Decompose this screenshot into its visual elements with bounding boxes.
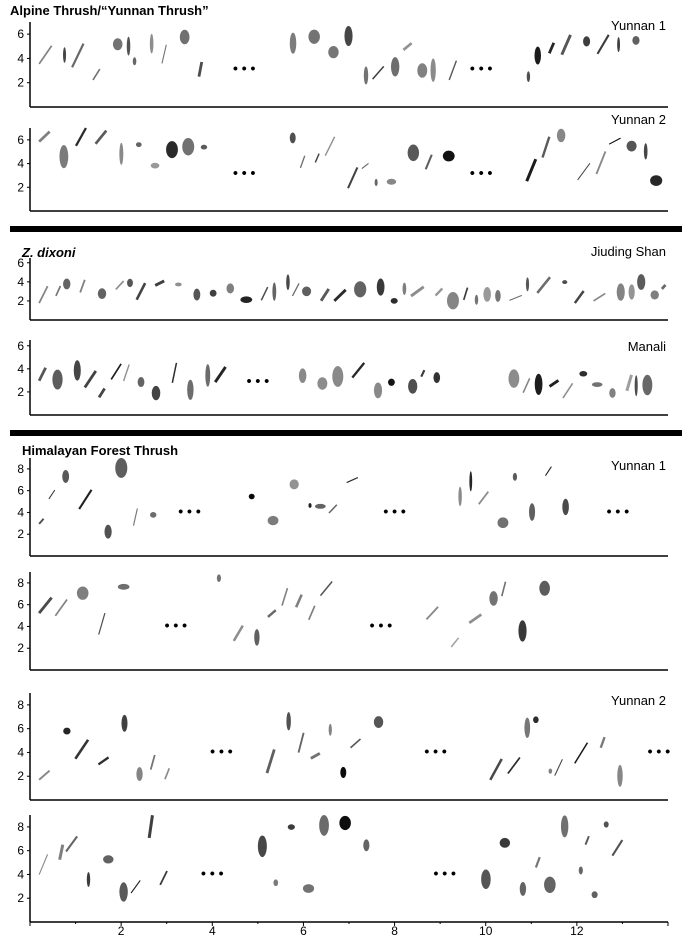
sound-note bbox=[632, 36, 639, 45]
x-tick-label: 8 bbox=[391, 924, 398, 938]
sound-note bbox=[563, 383, 573, 398]
sound-note bbox=[98, 288, 106, 299]
sound-note bbox=[175, 283, 182, 287]
sound-note bbox=[523, 378, 529, 392]
sound-note bbox=[217, 574, 221, 582]
sound-note bbox=[151, 755, 155, 770]
sound-note bbox=[377, 278, 385, 295]
sound-note bbox=[87, 872, 90, 887]
x-tick-label: 4 bbox=[208, 924, 216, 938]
y-tick-label: 4 bbox=[17, 156, 24, 171]
sound-note bbox=[172, 363, 176, 383]
sound-note bbox=[187, 380, 193, 400]
sound-note bbox=[417, 63, 427, 77]
sound-note bbox=[150, 34, 154, 54]
sound-note bbox=[592, 382, 603, 387]
sound-note bbox=[96, 131, 107, 144]
sound-note bbox=[315, 154, 319, 163]
sound-note bbox=[79, 490, 91, 509]
sound-note bbox=[339, 816, 351, 830]
sound-note bbox=[562, 35, 571, 55]
y-tick-label: 6 bbox=[17, 721, 24, 736]
y-tick-label: 6 bbox=[17, 843, 24, 858]
sound-note bbox=[458, 487, 461, 506]
y-tick-label: 8 bbox=[17, 461, 24, 476]
sound-note bbox=[637, 274, 645, 290]
sound-note bbox=[601, 737, 605, 748]
sound-note bbox=[311, 753, 320, 758]
sound-note bbox=[155, 281, 164, 285]
gap-ellipsis: • • • bbox=[210, 742, 233, 759]
sound-note bbox=[426, 155, 432, 170]
sound-note bbox=[387, 179, 397, 185]
sound-note bbox=[502, 582, 506, 597]
section-title-dixoni: Z. dixoni bbox=[22, 245, 76, 260]
sound-note bbox=[451, 638, 458, 647]
sound-note bbox=[136, 767, 142, 781]
y-tick-label: 8 bbox=[17, 575, 24, 590]
sound-note bbox=[115, 458, 127, 478]
sound-note bbox=[286, 712, 291, 730]
sound-note bbox=[561, 815, 568, 837]
sound-note bbox=[578, 163, 590, 180]
sound-note bbox=[650, 175, 662, 186]
sound-note bbox=[133, 508, 137, 525]
sound-note bbox=[509, 295, 521, 300]
sound-note bbox=[149, 815, 152, 838]
sound-note bbox=[594, 293, 606, 301]
sound-note bbox=[391, 57, 399, 76]
sound-note bbox=[579, 371, 587, 377]
sound-note bbox=[240, 296, 252, 303]
sound-note bbox=[329, 505, 337, 513]
sound-note bbox=[408, 379, 417, 394]
gap-ellipsis: • • • bbox=[433, 864, 456, 881]
sound-note bbox=[160, 871, 167, 885]
sound-note bbox=[165, 768, 169, 779]
sound-note bbox=[583, 36, 590, 46]
sound-note bbox=[617, 37, 620, 52]
sound-note bbox=[469, 471, 472, 491]
gap-ellipsis: • • • bbox=[246, 372, 270, 389]
sound-note bbox=[302, 286, 311, 296]
y-tick-label: 6 bbox=[17, 483, 24, 498]
sound-note bbox=[533, 716, 539, 723]
sound-note bbox=[56, 286, 60, 296]
sound-note bbox=[354, 281, 366, 297]
sound-note bbox=[329, 724, 332, 736]
sound-note bbox=[199, 62, 202, 77]
sound-note bbox=[205, 364, 210, 387]
sound-note bbox=[332, 366, 343, 387]
section-divider-1 bbox=[10, 226, 682, 232]
gap-ellipsis: • • • bbox=[647, 742, 671, 759]
gap-ellipsis: • • • bbox=[232, 164, 256, 181]
sound-note bbox=[103, 855, 113, 863]
location-label-p2: Jiuding Shan bbox=[590, 244, 666, 259]
location-label-p6: Yunnan 2 bbox=[611, 693, 666, 708]
sound-note bbox=[292, 283, 299, 295]
sound-note bbox=[548, 768, 552, 773]
sound-note bbox=[113, 38, 123, 50]
sound-note bbox=[49, 490, 55, 499]
sound-note bbox=[99, 388, 105, 397]
sound-note bbox=[59, 145, 68, 168]
sound-note bbox=[534, 47, 540, 65]
sound-note bbox=[325, 137, 334, 156]
section-divider-2 bbox=[10, 430, 682, 436]
sound-note bbox=[152, 386, 161, 400]
sound-note bbox=[308, 503, 311, 508]
sound-note bbox=[39, 598, 51, 613]
sound-note bbox=[421, 370, 424, 377]
sound-note bbox=[481, 869, 491, 889]
sound-note bbox=[116, 281, 124, 289]
y-tick-label: 6 bbox=[17, 338, 24, 353]
sound-note bbox=[585, 836, 588, 844]
sound-note bbox=[85, 371, 96, 387]
sound-note bbox=[579, 866, 583, 874]
y-tick-label: 4 bbox=[17, 505, 24, 520]
sound-note bbox=[391, 298, 398, 304]
sound-note bbox=[267, 749, 274, 773]
sound-note bbox=[317, 377, 327, 389]
gap-ellipsis: • • • bbox=[201, 864, 224, 881]
sound-note bbox=[557, 129, 565, 142]
sound-note bbox=[193, 289, 200, 301]
y-tick-label: 6 bbox=[17, 597, 24, 612]
sound-note bbox=[431, 58, 436, 81]
sound-note bbox=[362, 163, 369, 168]
sound-note bbox=[508, 758, 520, 774]
sound-note bbox=[131, 880, 140, 893]
y-tick-label: 2 bbox=[17, 293, 24, 308]
sound-note bbox=[524, 718, 530, 738]
sound-note bbox=[39, 519, 43, 524]
y-tick-label: 4 bbox=[17, 51, 24, 66]
sound-note bbox=[62, 470, 69, 483]
sound-note bbox=[403, 283, 407, 295]
sound-note bbox=[609, 388, 615, 398]
sound-note bbox=[469, 614, 481, 622]
sound-note bbox=[537, 277, 550, 293]
sound-note bbox=[479, 492, 489, 505]
sound-note bbox=[363, 839, 369, 851]
sound-note bbox=[201, 145, 207, 150]
sound-note bbox=[63, 279, 70, 290]
sound-note bbox=[98, 757, 108, 764]
sound-note bbox=[344, 26, 352, 46]
sound-note bbox=[261, 287, 267, 300]
gap-ellipsis: • • • bbox=[369, 616, 393, 633]
sound-note bbox=[39, 286, 48, 303]
y-tick-label: 6 bbox=[17, 27, 24, 42]
sound-note bbox=[39, 854, 47, 874]
sound-note bbox=[617, 283, 625, 300]
y-tick-label: 2 bbox=[17, 641, 24, 656]
y-tick-label: 6 bbox=[17, 132, 24, 147]
sound-note bbox=[268, 516, 279, 525]
sound-note bbox=[609, 138, 620, 144]
gap-ellipsis: • • • bbox=[178, 502, 201, 519]
y-tick-label: 8 bbox=[17, 697, 24, 712]
spectrogram-panel bbox=[17, 256, 668, 320]
sound-note bbox=[513, 473, 517, 481]
sound-note bbox=[373, 66, 384, 79]
y-tick-label: 4 bbox=[17, 274, 24, 289]
y-tick-label: 4 bbox=[17, 619, 24, 634]
sound-note bbox=[627, 375, 632, 391]
spectrogram-panel bbox=[17, 128, 668, 211]
sound-note bbox=[93, 69, 100, 80]
sound-note bbox=[543, 137, 550, 158]
sound-note bbox=[436, 289, 443, 296]
sound-note bbox=[39, 46, 52, 64]
sound-note bbox=[119, 882, 127, 901]
x-tick-label: 10 bbox=[479, 924, 493, 938]
sound-note bbox=[104, 525, 111, 539]
x-tick-label: 6 bbox=[300, 924, 307, 938]
sound-note bbox=[575, 743, 588, 764]
sound-note bbox=[475, 295, 478, 305]
sound-note bbox=[162, 45, 166, 64]
sound-note bbox=[489, 591, 497, 606]
sound-note bbox=[77, 586, 89, 599]
sound-note bbox=[334, 290, 345, 301]
spectrogram-panel bbox=[17, 339, 668, 415]
sound-note bbox=[300, 156, 304, 168]
sound-note bbox=[127, 279, 133, 287]
sound-note bbox=[166, 141, 178, 158]
sound-note bbox=[268, 610, 276, 617]
sound-note bbox=[75, 740, 88, 759]
sound-note bbox=[518, 620, 526, 641]
section-title-alpine: Alpine Thrush/“Yunnan Thrush” bbox=[10, 3, 209, 18]
gap-ellipsis: • • • bbox=[469, 164, 493, 181]
sound-note bbox=[299, 733, 304, 753]
sound-note bbox=[408, 145, 419, 162]
y-tick-label: 2 bbox=[17, 180, 24, 195]
sound-note bbox=[215, 367, 225, 382]
sound-note bbox=[150, 512, 156, 518]
sound-note bbox=[39, 771, 49, 780]
sound-note bbox=[662, 285, 666, 289]
sound-note bbox=[282, 588, 287, 605]
sound-note bbox=[254, 629, 259, 646]
sound-note bbox=[509, 369, 520, 387]
y-tick-label: 8 bbox=[17, 819, 24, 834]
sound-note bbox=[39, 368, 46, 381]
gap-ellipsis: • • • bbox=[469, 59, 493, 76]
sound-note bbox=[403, 43, 411, 50]
sound-note bbox=[348, 167, 357, 188]
sound-note bbox=[76, 128, 86, 146]
sound-note bbox=[498, 517, 509, 528]
spectrogram-panel bbox=[17, 22, 668, 107]
gap-ellipsis: • • • bbox=[383, 502, 406, 519]
sound-note bbox=[308, 30, 319, 44]
sound-note bbox=[627, 141, 637, 152]
sound-note bbox=[63, 728, 70, 735]
sound-note bbox=[500, 838, 510, 848]
sound-note bbox=[321, 289, 329, 301]
y-tick-label: 2 bbox=[17, 75, 24, 90]
x-tick-label: 12 bbox=[570, 924, 584, 938]
sound-note bbox=[411, 287, 424, 296]
x-tick-label: 2 bbox=[117, 924, 125, 938]
sound-note bbox=[286, 274, 290, 290]
y-tick-label: 4 bbox=[17, 361, 24, 376]
sound-note bbox=[596, 151, 605, 174]
sound-note bbox=[133, 57, 137, 65]
sound-note bbox=[347, 478, 358, 483]
sound-note bbox=[562, 499, 569, 515]
sound-note bbox=[119, 143, 123, 165]
sound-note bbox=[66, 836, 77, 851]
sound-note bbox=[111, 364, 121, 380]
sound-note bbox=[80, 280, 85, 293]
sound-note bbox=[374, 383, 382, 399]
sound-note bbox=[642, 375, 652, 395]
sound-note bbox=[315, 504, 326, 509]
sound-note bbox=[650, 290, 658, 299]
sound-note bbox=[72, 44, 83, 68]
sound-note bbox=[644, 143, 648, 159]
gap-ellipsis: • • • bbox=[606, 502, 630, 519]
sound-note bbox=[544, 877, 556, 893]
y-tick-label: 6 bbox=[17, 255, 24, 270]
sound-note bbox=[328, 46, 338, 58]
sound-note bbox=[495, 290, 501, 302]
sound-note bbox=[151, 163, 160, 169]
sound-note bbox=[433, 372, 440, 383]
location-label-p0: Yunnan 1 bbox=[611, 18, 666, 33]
sound-note bbox=[124, 364, 130, 381]
sound-note bbox=[549, 43, 554, 54]
sound-note bbox=[290, 132, 296, 143]
sound-note bbox=[272, 282, 276, 300]
sound-note bbox=[340, 767, 346, 778]
sound-note bbox=[575, 291, 584, 303]
sound-note bbox=[612, 840, 622, 856]
sound-note bbox=[309, 606, 315, 620]
sound-note bbox=[527, 71, 530, 82]
sound-note bbox=[138, 377, 145, 387]
sound-note bbox=[319, 815, 329, 836]
y-tick-label: 2 bbox=[17, 384, 24, 399]
sound-note bbox=[539, 581, 550, 596]
sound-note bbox=[449, 61, 456, 80]
y-tick-label: 4 bbox=[17, 745, 24, 760]
sound-note bbox=[604, 821, 609, 827]
sound-note bbox=[535, 374, 543, 395]
sound-note bbox=[60, 845, 63, 860]
sound-note bbox=[555, 759, 563, 775]
location-label-p3: Manali bbox=[627, 339, 666, 354]
sound-note bbox=[536, 857, 540, 867]
sound-note bbox=[364, 66, 368, 84]
sound-note bbox=[234, 626, 243, 641]
sound-note bbox=[374, 716, 383, 728]
sound-note bbox=[597, 35, 608, 54]
sound-note bbox=[375, 179, 378, 186]
sound-note bbox=[303, 884, 314, 893]
sound-note bbox=[545, 467, 551, 476]
y-tick-label: 2 bbox=[17, 891, 24, 906]
gap-ellipsis: • • • bbox=[164, 616, 188, 633]
sound-note bbox=[137, 283, 145, 300]
section-title-forest: Himalayan Forest Thrush bbox=[22, 443, 179, 458]
sound-note bbox=[629, 284, 635, 299]
sound-note bbox=[182, 138, 194, 155]
sound-note bbox=[351, 739, 361, 748]
sound-note bbox=[529, 503, 535, 521]
sound-note bbox=[299, 368, 307, 383]
sound-note bbox=[352, 363, 364, 378]
sound-note bbox=[527, 159, 536, 181]
location-label-p1: Yunnan 2 bbox=[611, 112, 666, 127]
y-tick-label: 2 bbox=[17, 769, 24, 784]
sound-note bbox=[320, 581, 332, 595]
sound-note bbox=[388, 379, 395, 386]
sound-note bbox=[490, 759, 501, 780]
sound-note bbox=[617, 765, 622, 787]
spectrogram-panel bbox=[17, 572, 668, 670]
sound-note bbox=[443, 151, 455, 162]
sound-note bbox=[562, 280, 567, 284]
sound-note bbox=[55, 600, 67, 616]
sound-note bbox=[288, 824, 295, 830]
sound-note bbox=[258, 835, 267, 857]
sound-note bbox=[226, 283, 234, 293]
gap-ellipsis: • • • bbox=[424, 742, 447, 759]
sound-note bbox=[180, 30, 190, 44]
spectrogram-panel bbox=[17, 815, 668, 922]
sound-note bbox=[136, 142, 142, 147]
sound-note bbox=[296, 595, 302, 608]
sound-note bbox=[52, 370, 62, 390]
sound-note bbox=[526, 277, 529, 291]
sound-note bbox=[483, 287, 491, 302]
sound-note bbox=[74, 360, 81, 380]
sound-note bbox=[520, 882, 526, 896]
sound-note bbox=[447, 292, 459, 309]
spectrogram-panel bbox=[17, 458, 668, 556]
sound-note bbox=[39, 132, 50, 142]
sound-note bbox=[210, 290, 217, 297]
sound-note bbox=[127, 37, 131, 56]
sound-note bbox=[118, 584, 130, 590]
sound-note bbox=[635, 375, 638, 396]
spectrogram-panel bbox=[17, 693, 670, 800]
sound-note bbox=[273, 879, 278, 886]
sound-note bbox=[592, 891, 598, 898]
sound-note bbox=[426, 607, 438, 620]
sound-note bbox=[99, 613, 105, 635]
y-tick-label: 2 bbox=[17, 527, 24, 542]
y-tick-label: 4 bbox=[17, 867, 24, 882]
sound-note bbox=[249, 494, 255, 500]
location-label-p4: Yunnan 1 bbox=[611, 458, 666, 473]
sound-note bbox=[63, 47, 66, 63]
gap-ellipsis: • • • bbox=[232, 59, 256, 76]
sound-note bbox=[550, 380, 559, 386]
sound-note bbox=[290, 33, 297, 54]
sound-note bbox=[464, 288, 468, 300]
sound-note bbox=[290, 479, 299, 489]
sound-note bbox=[121, 715, 127, 732]
